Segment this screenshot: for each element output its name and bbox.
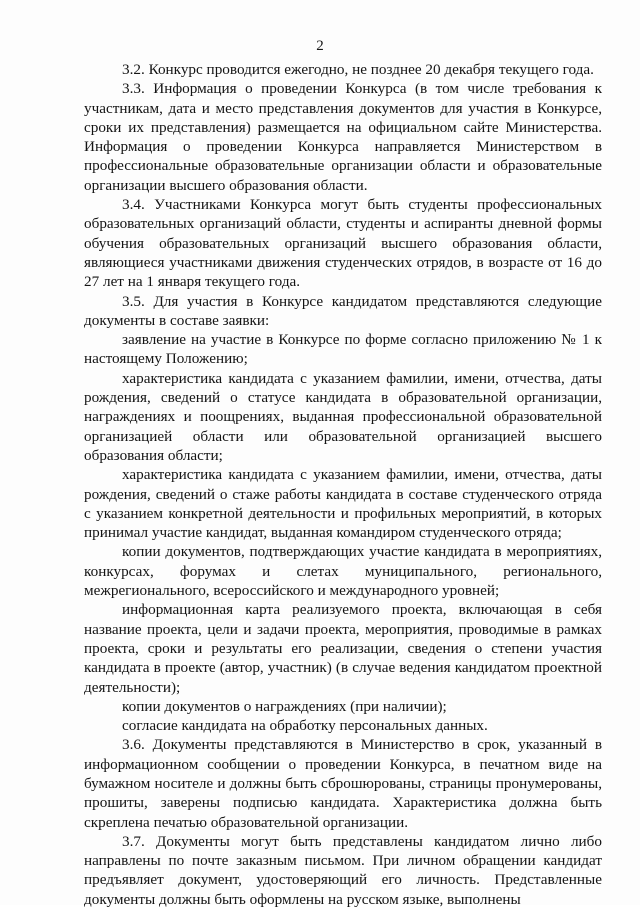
list-item-award-copies: копии документов о награждениях (при наличии); (122, 697, 447, 715)
paragraph-3-3: 3.3. Информация о проведении Конкурса (в том числе требования к участникам, дата и место представления документов для участия в Конкурсе, сроки их представления) размещается на официальном сайте Министерства. Информация о проведении Конкурса направляется Министерством в профессиональные образовательные организации области и образовательные организации высшего образования области. (84, 80, 602, 194)
list-item-detachment-reference: характеристика кандидата с указанием фамилии, имени, отчества, даты рождения, сведений о стаже работы кандидата в составе студенческого отряда с указанием конкретной деятельности и профильных мероприятий, в которых принимал участие кандидат, выданная командиром студенческого отряда; (84, 466, 602, 542)
list-item-education-reference: характеристика кандидата с указанием фамилии, имени, отчества, даты рождения, сведений о статусе кандидата в образовательной организации, награждениях и поощрениях, выданная профессиональной образовательной организацией области или образовательной организацией высшего образования области; (84, 369, 602, 464)
paragraph-3-4: 3.4. Участниками Конкурса могут быть студенты профессиональных образовательных организаций области, студенты и аспиранты дневной формы обучения образовательных организаций высшего образования области, являющиеся участниками движения студенческих отрядов, в возрасте от 16 до 27 лет на 1 января текущего года. (84, 196, 602, 291)
list-item-data-consent: согласие кандидата на обработку персональных данных. (122, 717, 488, 735)
list-item-application: заявление на участие в Конкурсе по форме согласно приложению № 1 к настоящему Положению; (84, 331, 602, 368)
paragraph-3-6: 3.6. Документы представляются в Министерство в срок, указанный в информационном сообщении о проведении Конкурса, в печатном виде на бумажном носителе и должны быть сброшюрованы, страницы пронумерованы, прошиты, заверены подписью кандидата. Характеристика должна быть скреплена печатью образовательной организации. (84, 736, 602, 831)
list-item-project-card: информационная карта реализуемого проекта, включающая в себя название проекта, цели и задачи проекта, мероприятия, проводимые в рамках проекта, сроки и результаты его реализации, сведения о степени участия кандидата в проекте (автор, участник) (в случае ведения кандидатом проектной деятельности); (84, 601, 602, 696)
paragraph-3-5: 3.5. Для участия в Конкурсе кандидатом представляются следующие документы в составе заявки: (84, 292, 602, 329)
list-item-event-documents: копии документов, подтверждающих участие кандидата в мероприятиях, конкурсах, форумах и слетах муниципального, регионального, межрегионального, всероссийского и международного уровней; (84, 543, 602, 600)
paragraph-3-2: 3.2. Конкурс проводится ежегодно, не позднее 20 декабря текущего года. (122, 61, 594, 78)
page-number: 2 (316, 38, 324, 54)
paragraph-3-7: 3.7. Документы могут быть представлены кандидатом лично либо направлены по почте заказным письмом. При личном обращении кандидат предъявляет документ, удостоверяющий его личность. Представленные документы должны быть оформлены на русском языке, выполнены (84, 832, 602, 908)
document-body (84, 60, 602, 909)
